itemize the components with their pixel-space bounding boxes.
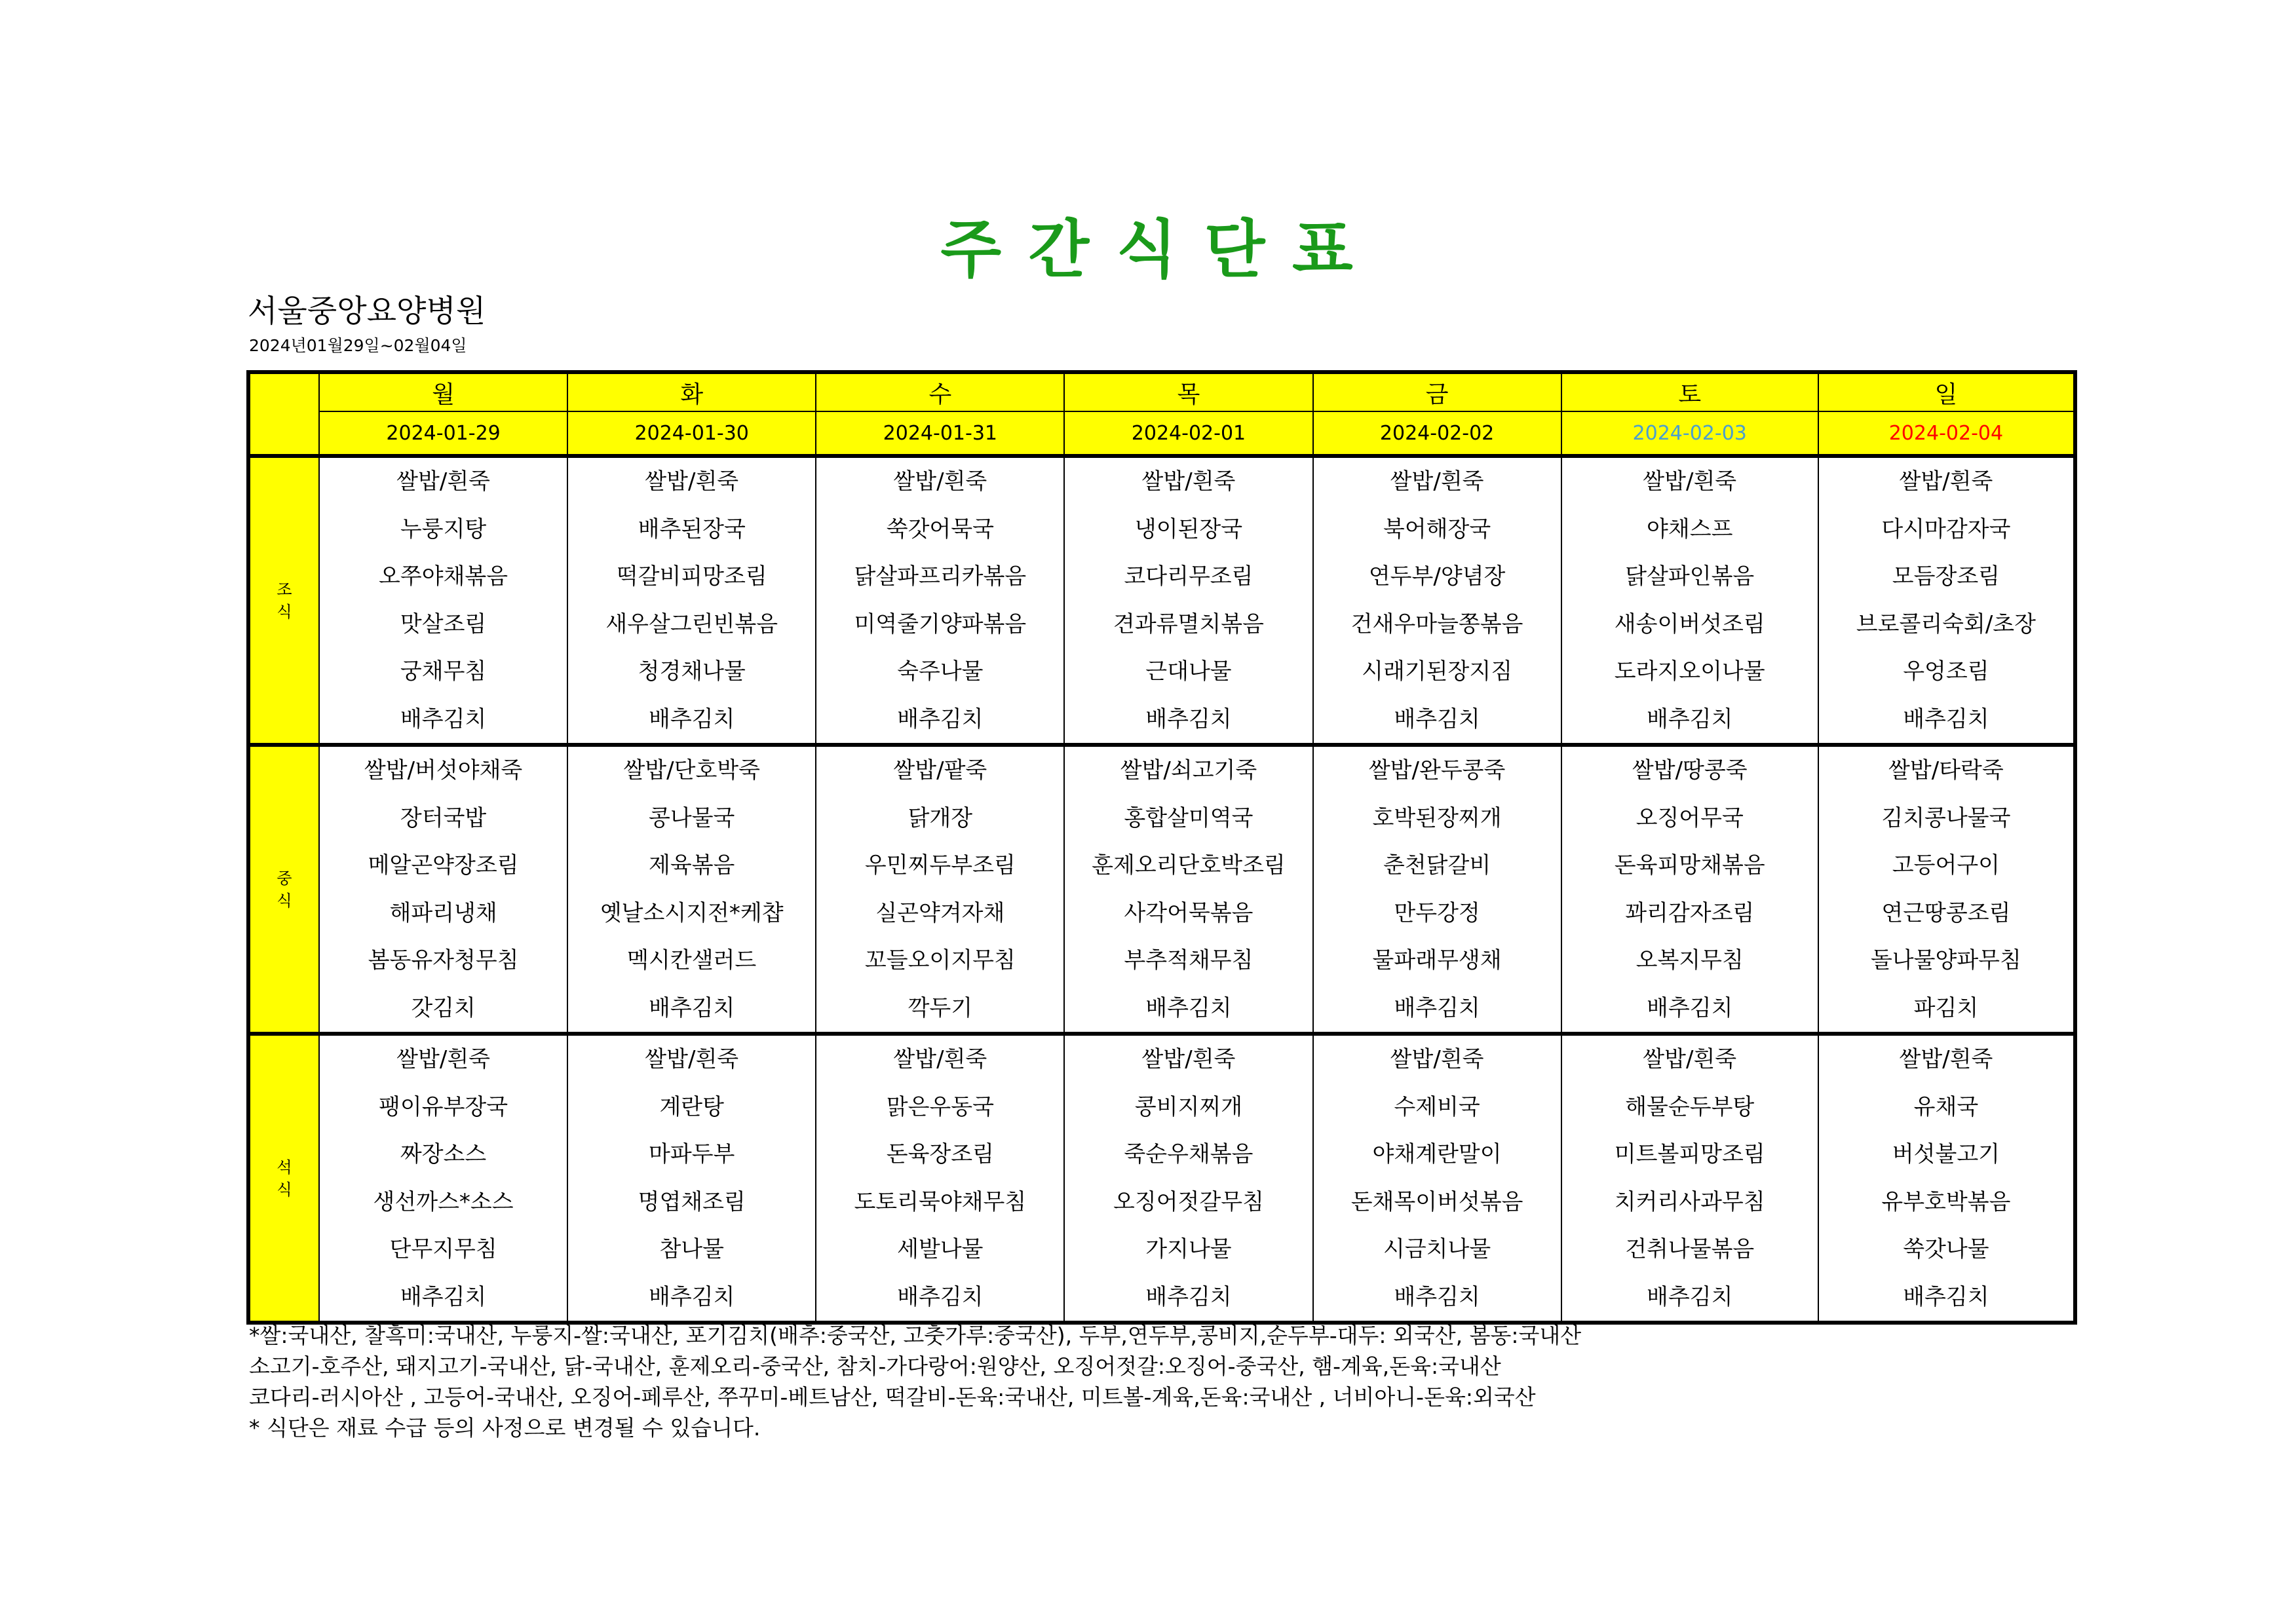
dish-item: 쌀밥/흰죽: [1899, 468, 1993, 495]
day-meal-cell: [816, 456, 1064, 745]
dish-item: 부추적채무침: [1124, 947, 1253, 973]
day-meal-cell: [1561, 1034, 1818, 1323]
dish-item: 실곤약겨자채: [875, 899, 1005, 926]
dish-item: 북어해장국: [1383, 516, 1491, 542]
dish-item: 떡갈비피망조림: [616, 563, 767, 590]
dish-item: 치커리사과무침: [1614, 1188, 1765, 1215]
dish-item: 도토리묵야채무침: [854, 1188, 1027, 1215]
day-date-header: 2024-01-29: [319, 411, 567, 456]
dish-item: 가지나물: [1145, 1236, 1232, 1262]
dish-item: 계란탕: [659, 1093, 724, 1120]
dish-item: 갓김치: [411, 994, 476, 1021]
dish-item: 배추김치: [1647, 1283, 1733, 1310]
dish-item: 참나물: [659, 1236, 724, 1262]
dish-item: 모듬장조림: [1892, 563, 2000, 590]
dish-item: 쌀밥/흰죽: [893, 468, 987, 495]
dish-item: 숙주나물: [897, 658, 984, 685]
dish-item: 수제비국: [1394, 1093, 1480, 1120]
dish-item: 배추된장국: [638, 516, 746, 542]
note-line: *쌀:국내산, 찰흑미:국내산, 누룽지-쌀:국내산, 포기김치(배추:중국산, 고춧가루:중국산), 두부,연두부,콩비지,순두부-대두: 외국산, 봄동:국내산: [249, 1323, 1582, 1348]
dish-item: 시래기된장지짐: [1362, 658, 1513, 685]
table-corner: [248, 372, 319, 456]
dish-item: 배추김치: [1647, 994, 1733, 1021]
dish-item: 죽순우채볶음: [1124, 1141, 1253, 1167]
page-title: 주 간 식 단 표: [940, 213, 1356, 286]
dish-item: 맛살조림: [400, 611, 487, 637]
dish-item: 배추김치: [400, 706, 487, 732]
dish-item: 돈육피망채볶음: [1614, 852, 1765, 878]
dish-item: 쌀밥/땅콩죽: [1632, 757, 1748, 784]
dish-item: 근대나물: [1145, 658, 1232, 685]
dish-item: 쌀밥/버섯야채죽: [364, 757, 523, 784]
dish-item: 도라지오이나물: [1614, 658, 1765, 685]
dish-item: 배추김치: [1394, 994, 1480, 1021]
dish-item: 배추김치: [897, 1283, 984, 1310]
dish-item: 쌀밥/흰죽: [1643, 1046, 1737, 1072]
meal-label: [248, 1034, 319, 1323]
meal-label-char: 식: [277, 891, 292, 910]
dish-item: 닭살파인볶음: [1625, 563, 1755, 590]
dish-item: 세발나물: [897, 1236, 984, 1262]
dish-item: 견과류멸치볶음: [1113, 611, 1264, 637]
dish-item: 코다리무조림: [1124, 563, 1253, 590]
dish-item: 건새우마늘쫑볶음: [1350, 611, 1523, 637]
dish-item: 미트볼피망조림: [1614, 1141, 1765, 1167]
dish-item: 제육볶음: [649, 852, 735, 878]
dish-item: 브로콜리숙회/초장: [1856, 611, 2036, 637]
day-meal-cell: [1064, 1034, 1312, 1323]
dish-item: 봄동유자청무침: [368, 947, 519, 973]
dish-item: 파김치: [1913, 994, 1979, 1021]
dish-item: 유부호박볶음: [1881, 1188, 2011, 1215]
day-name-header: 수: [816, 372, 1064, 411]
meal-row: [248, 745, 2075, 1034]
day-meal-cell: [319, 456, 567, 745]
dish-item: 훈제오리단호박조림: [1092, 852, 1286, 878]
day-date-header: 2024-02-02: [1313, 411, 1561, 456]
day-date-header: 2024-02-04: [1818, 411, 2075, 456]
note-line: 소고기-호주산, 돼지고기-국내산, 닭-국내산, 훈제오리-중국산, 참치-가다랑어:원양산, 오징어젓갈:오징어-중국산, 햄-계육,돈육:국내산: [249, 1353, 1501, 1379]
dish-item: 청경채나물: [638, 658, 746, 685]
dish-item: 배추김치: [649, 994, 735, 1021]
day-meal-cell: [1064, 745, 1312, 1034]
dish-item: 닭개장: [908, 804, 973, 831]
day-meal-cell: [1313, 1034, 1561, 1323]
dish-item: 배추김치: [1145, 994, 1232, 1021]
day-meal-cell: [1064, 456, 1312, 745]
dish-item: 배추김치: [1145, 1283, 1232, 1310]
dish-item: 시금치나물: [1383, 1236, 1491, 1262]
dish-item: 우민찌두부조림: [864, 852, 1016, 878]
dish-item: 쌀밥/흰죽: [1141, 1046, 1236, 1072]
day-meal-cell: [1561, 456, 1818, 745]
meal-row: [248, 1034, 2075, 1323]
dish-item: 배추김치: [1647, 706, 1733, 732]
day-meal-cell: [319, 745, 567, 1034]
dish-item: 메알곤약장조림: [368, 852, 519, 878]
day-name-header: 금: [1313, 372, 1561, 411]
dish-item: 냉이된장국: [1134, 516, 1243, 542]
day-meal-cell: [1561, 745, 1818, 1034]
dish-item: 만두강정: [1394, 899, 1480, 926]
dish-item: 옛날소시지전*케챱: [600, 899, 784, 926]
dish-item: 배추김치: [649, 706, 735, 732]
dish-item: 쌀밥/흰죽: [893, 1046, 987, 1072]
dish-item: 배추김치: [897, 706, 984, 732]
meal-label: [248, 456, 319, 745]
dish-item: 콩나물국: [649, 804, 735, 831]
meal-label: [248, 745, 319, 1034]
dish-item: 오복지무침: [1636, 947, 1744, 973]
dish-item: 누룽지탕: [400, 516, 487, 542]
day-meal-cell: [1313, 745, 1561, 1034]
dish-item: 깍두기: [908, 994, 973, 1021]
dish-item: 닭살파프리카볶음: [854, 563, 1027, 590]
origin-notes: [249, 1320, 1581, 1443]
hospital-name: 서울중앙요양병원: [248, 293, 486, 330]
day-date-header: 2024-01-30: [567, 411, 816, 456]
meal-label-char: 조: [277, 580, 292, 599]
dish-item: 쌀밥/쇠고기죽: [1120, 757, 1257, 784]
dish-item: 연두부/양념장: [1368, 563, 1506, 590]
dish-item: 꼬들오이지무침: [864, 947, 1016, 973]
day-meal-cell: [816, 1034, 1064, 1323]
dish-item: 호박된장찌개: [1372, 804, 1502, 831]
dish-item: 쌀밥/흰죽: [1390, 1046, 1484, 1072]
meal-label-char: 식: [277, 1180, 292, 1199]
dish-item: 새우살그린빈볶음: [605, 611, 778, 637]
dish-item: 배추김치: [1394, 1283, 1480, 1310]
day-name-header: 월: [319, 372, 567, 411]
dish-item: 유채국: [1913, 1093, 1979, 1120]
dish-item: 연근땅콩조림: [1881, 899, 2011, 926]
dish-item: 쌀밥/흰죽: [645, 468, 739, 495]
dish-item: 쌀밥/흰죽: [1899, 1046, 1993, 1072]
dish-item: 오징어젓갈무침: [1113, 1188, 1264, 1215]
day-meal-cell: [567, 456, 816, 745]
dish-item: 버섯불고기: [1892, 1141, 2000, 1167]
meal-label-char: 식: [277, 602, 292, 621]
dish-item: 김치콩나물국: [1881, 804, 2011, 831]
dish-item: 돌나물양파무침: [1870, 947, 2021, 973]
dish-item: 돈채목이버섯볶음: [1350, 1188, 1523, 1215]
dish-item: 맑은우동국: [886, 1093, 994, 1120]
dish-item: 마파두부: [649, 1141, 735, 1167]
day-name-header: 화: [567, 372, 816, 411]
dish-item: 팽이유부장국: [379, 1093, 508, 1120]
dish-item: 쌀밥/단호박죽: [623, 757, 760, 784]
dish-item: 꽈리감자조림: [1625, 899, 1755, 926]
dish-item: 쌀밥/팥죽: [893, 757, 987, 784]
dish-item: 다시마감자국: [1881, 516, 2011, 542]
day-meal-cell: [1818, 745, 2075, 1034]
dish-item: 단무지무침: [389, 1236, 497, 1262]
day-meal-cell: [319, 1034, 567, 1323]
dish-item: 배추김치: [1903, 706, 1989, 732]
dish-item: 쌀밥/흰죽: [396, 468, 491, 495]
note-line: 코다리-러시아산 , 고등어-국내산, 오징어-페루산, 쭈꾸미-베트남산, 떡갈비-돈육:국내산, 미트볼-계육,돈육:국내산 , 너비아니-돈육:외국산: [249, 1384, 1536, 1410]
dish-item: 돈육장조림: [886, 1141, 994, 1167]
day-name-header: 토: [1561, 372, 1818, 411]
dish-item: 홍합살미역국: [1124, 804, 1253, 831]
dish-item: 배추김치: [1903, 1283, 1989, 1310]
day-name-header: 목: [1064, 372, 1312, 411]
meal-label-char: 석: [277, 1158, 292, 1177]
dish-item: 쌀밥/흰죽: [1390, 468, 1484, 495]
meal-row: [248, 456, 2075, 745]
dish-item: 물파래무생채: [1372, 947, 1502, 973]
dish-item: 사각어묵볶음: [1124, 899, 1253, 926]
dish-item: 배추김치: [1145, 706, 1232, 732]
dish-item: 배추김치: [1394, 706, 1480, 732]
day-meal-cell: [816, 745, 1064, 1034]
dish-item: 쌀밥/흰죽: [645, 1046, 739, 1072]
dish-item: 쌀밥/흰죽: [396, 1046, 491, 1072]
day-meal-cell: [1818, 456, 2075, 745]
dish-item: 쌀밥/흰죽: [1643, 468, 1737, 495]
dish-item: 야채스프: [1647, 516, 1733, 542]
day-meal-cell: [1313, 456, 1561, 745]
dish-item: 미역줄기양파볶음: [854, 611, 1027, 637]
weekly-menu-table: [246, 370, 2077, 1325]
dish-item: 명엽채조림: [638, 1188, 746, 1215]
day-meal-cell: [567, 1034, 816, 1323]
day-meal-cell: [1818, 1034, 2075, 1323]
dish-item: 해물순두부탕: [1625, 1093, 1755, 1120]
dish-item: 생선까스*소스: [373, 1188, 514, 1215]
dish-item: 춘천닭갈비: [1383, 852, 1491, 878]
dish-item: 야채계란말이: [1372, 1141, 1502, 1167]
menu-period: 2024년01월29일~02월04일: [249, 336, 467, 355]
dish-item: 오쭈야채볶음: [379, 563, 508, 590]
dish-item: 새송이버섯조림: [1614, 611, 1765, 637]
day-meal-cell: [567, 745, 816, 1034]
dish-item: 짜장소스: [400, 1141, 487, 1167]
dish-item: 해파리냉채: [389, 899, 497, 926]
dish-item: 쌀밥/타락죽: [1888, 757, 2004, 784]
day-date-header: 2024-02-03: [1561, 411, 1818, 456]
dish-item: 쌀밥/흰죽: [1141, 468, 1236, 495]
day-name-header: 일: [1818, 372, 2075, 411]
dish-item: 쑥갓나물: [1903, 1236, 1989, 1262]
note-line: * 식단은 재료 수급 등의 사정으로 변경될 수 있습니다.: [249, 1415, 761, 1441]
dish-item: 건취나물볶음: [1625, 1236, 1755, 1262]
day-date-header: 2024-02-01: [1064, 411, 1312, 456]
dish-item: 고등어구이: [1892, 852, 2000, 878]
dish-item: 오징어무국: [1636, 804, 1744, 831]
dish-item: 배추김치: [400, 1283, 487, 1310]
dish-item: 멕시칸샐러드: [627, 947, 757, 973]
dish-item: 콩비지찌개: [1134, 1093, 1243, 1120]
dish-item: 배추김치: [649, 1283, 735, 1310]
day-date-header: 2024-01-31: [816, 411, 1064, 456]
dish-item: 장터국밥: [400, 804, 487, 831]
meal-label-char: 중: [277, 869, 292, 888]
dish-item: 우엉조림: [1903, 658, 1989, 685]
dish-item: 쌀밥/완두콩죽: [1368, 757, 1506, 784]
dish-item: 쑥갓어묵국: [886, 516, 994, 542]
dish-item: 궁채무침: [400, 658, 487, 685]
